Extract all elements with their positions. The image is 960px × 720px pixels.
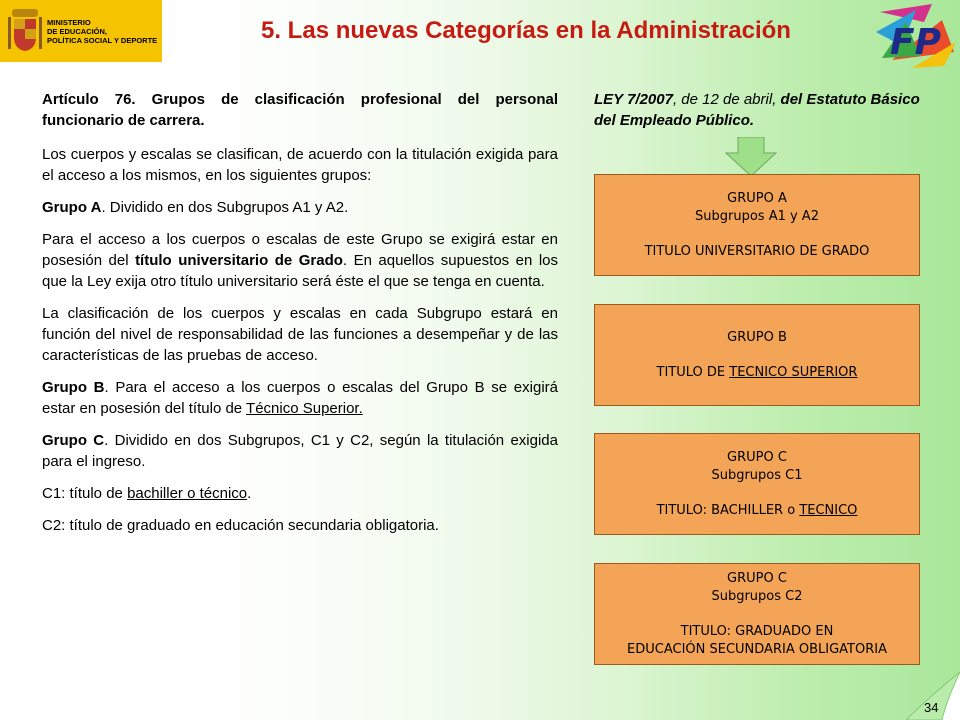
grupo-a-box: GRUPO A Subgrupos A1 y A2 TITULO UNIVERSITARIO DE GRADO (594, 174, 920, 276)
grupo-c2-box: GRUPO C Subgrupos C2 TITULO: GRADUADO EN EDUCACIÓN SECUNDARIA OBLIGATORIA (594, 563, 920, 665)
svg-text:FP: FP (890, 22, 941, 63)
classification-paragraph: La clasificación de los cuerpos y escalas en cada Subgrupo estará en función del nivel de responsabilidad de las funciones a desempeñar y de las características de las pruebas de acceso. (42, 305, 558, 364)
article-title: Artículo 76. Grupos de clasificación profesional del personal funcionario de carrera. (42, 91, 558, 129)
grupo-b-paragraph: Grupo B. Para el acceso a los cuerpos o escalas del Grupo B se exigirá estar en posesión del título de Técnico Superior. (42, 379, 558, 417)
coat-of-arms-icon (8, 7, 42, 55)
grupo-c1-box: GRUPO C Subgrupos C1 TITULO: BACHILLER o TECNICO (594, 433, 920, 535)
intro-paragraph: Los cuerpos y escalas se clasifican, de acuerdo con la titulación exigida para el acceso a los mismos, en los siguientes grupos: (42, 146, 558, 184)
c2-paragraph: C2: título de graduado en educación secundaria obligatoria. (42, 517, 439, 534)
ministry-name: MINISTERIO DE EDUCACIÓN, POLÍTICA SOCIAL Y DEPORTE (47, 17, 158, 45)
c1-paragraph: C1: título de bachiller o técnico. (42, 485, 252, 502)
access-a-paragraph: Para el acceso a los cuerpos o escalas de este Grupo se exigirá estar en posesión del título universitario de Grado. En aquellos supuestos en los que la Ley exija otro título universitario será éste el que se tenga en cuenta. (42, 231, 559, 290)
fp-logo-icon (872, 2, 958, 70)
page-title: 5. Las nuevas Categorías en la Administración (261, 17, 791, 44)
page-number: 34 (924, 700, 939, 715)
grupo-b-box: GRUPO B TITULO DE TECNICO SUPERIOR (594, 304, 920, 406)
ministry-logo (0, 0, 162, 62)
grupo-a-paragraph: Grupo A. Dividido en dos Subgrupos A1 y A2. (42, 199, 349, 216)
down-arrow-icon (725, 137, 777, 177)
article-text (42, 89, 558, 547)
grupo-c-paragraph: Grupo C. Dividido en dos Subgrupos, C1 y C2, según la titulación exigida para el ingreso. (42, 432, 558, 470)
law-reference: LEY 7/2007, de 12 de abril, del Estatuto Básico del Empleado Público. (594, 91, 920, 129)
